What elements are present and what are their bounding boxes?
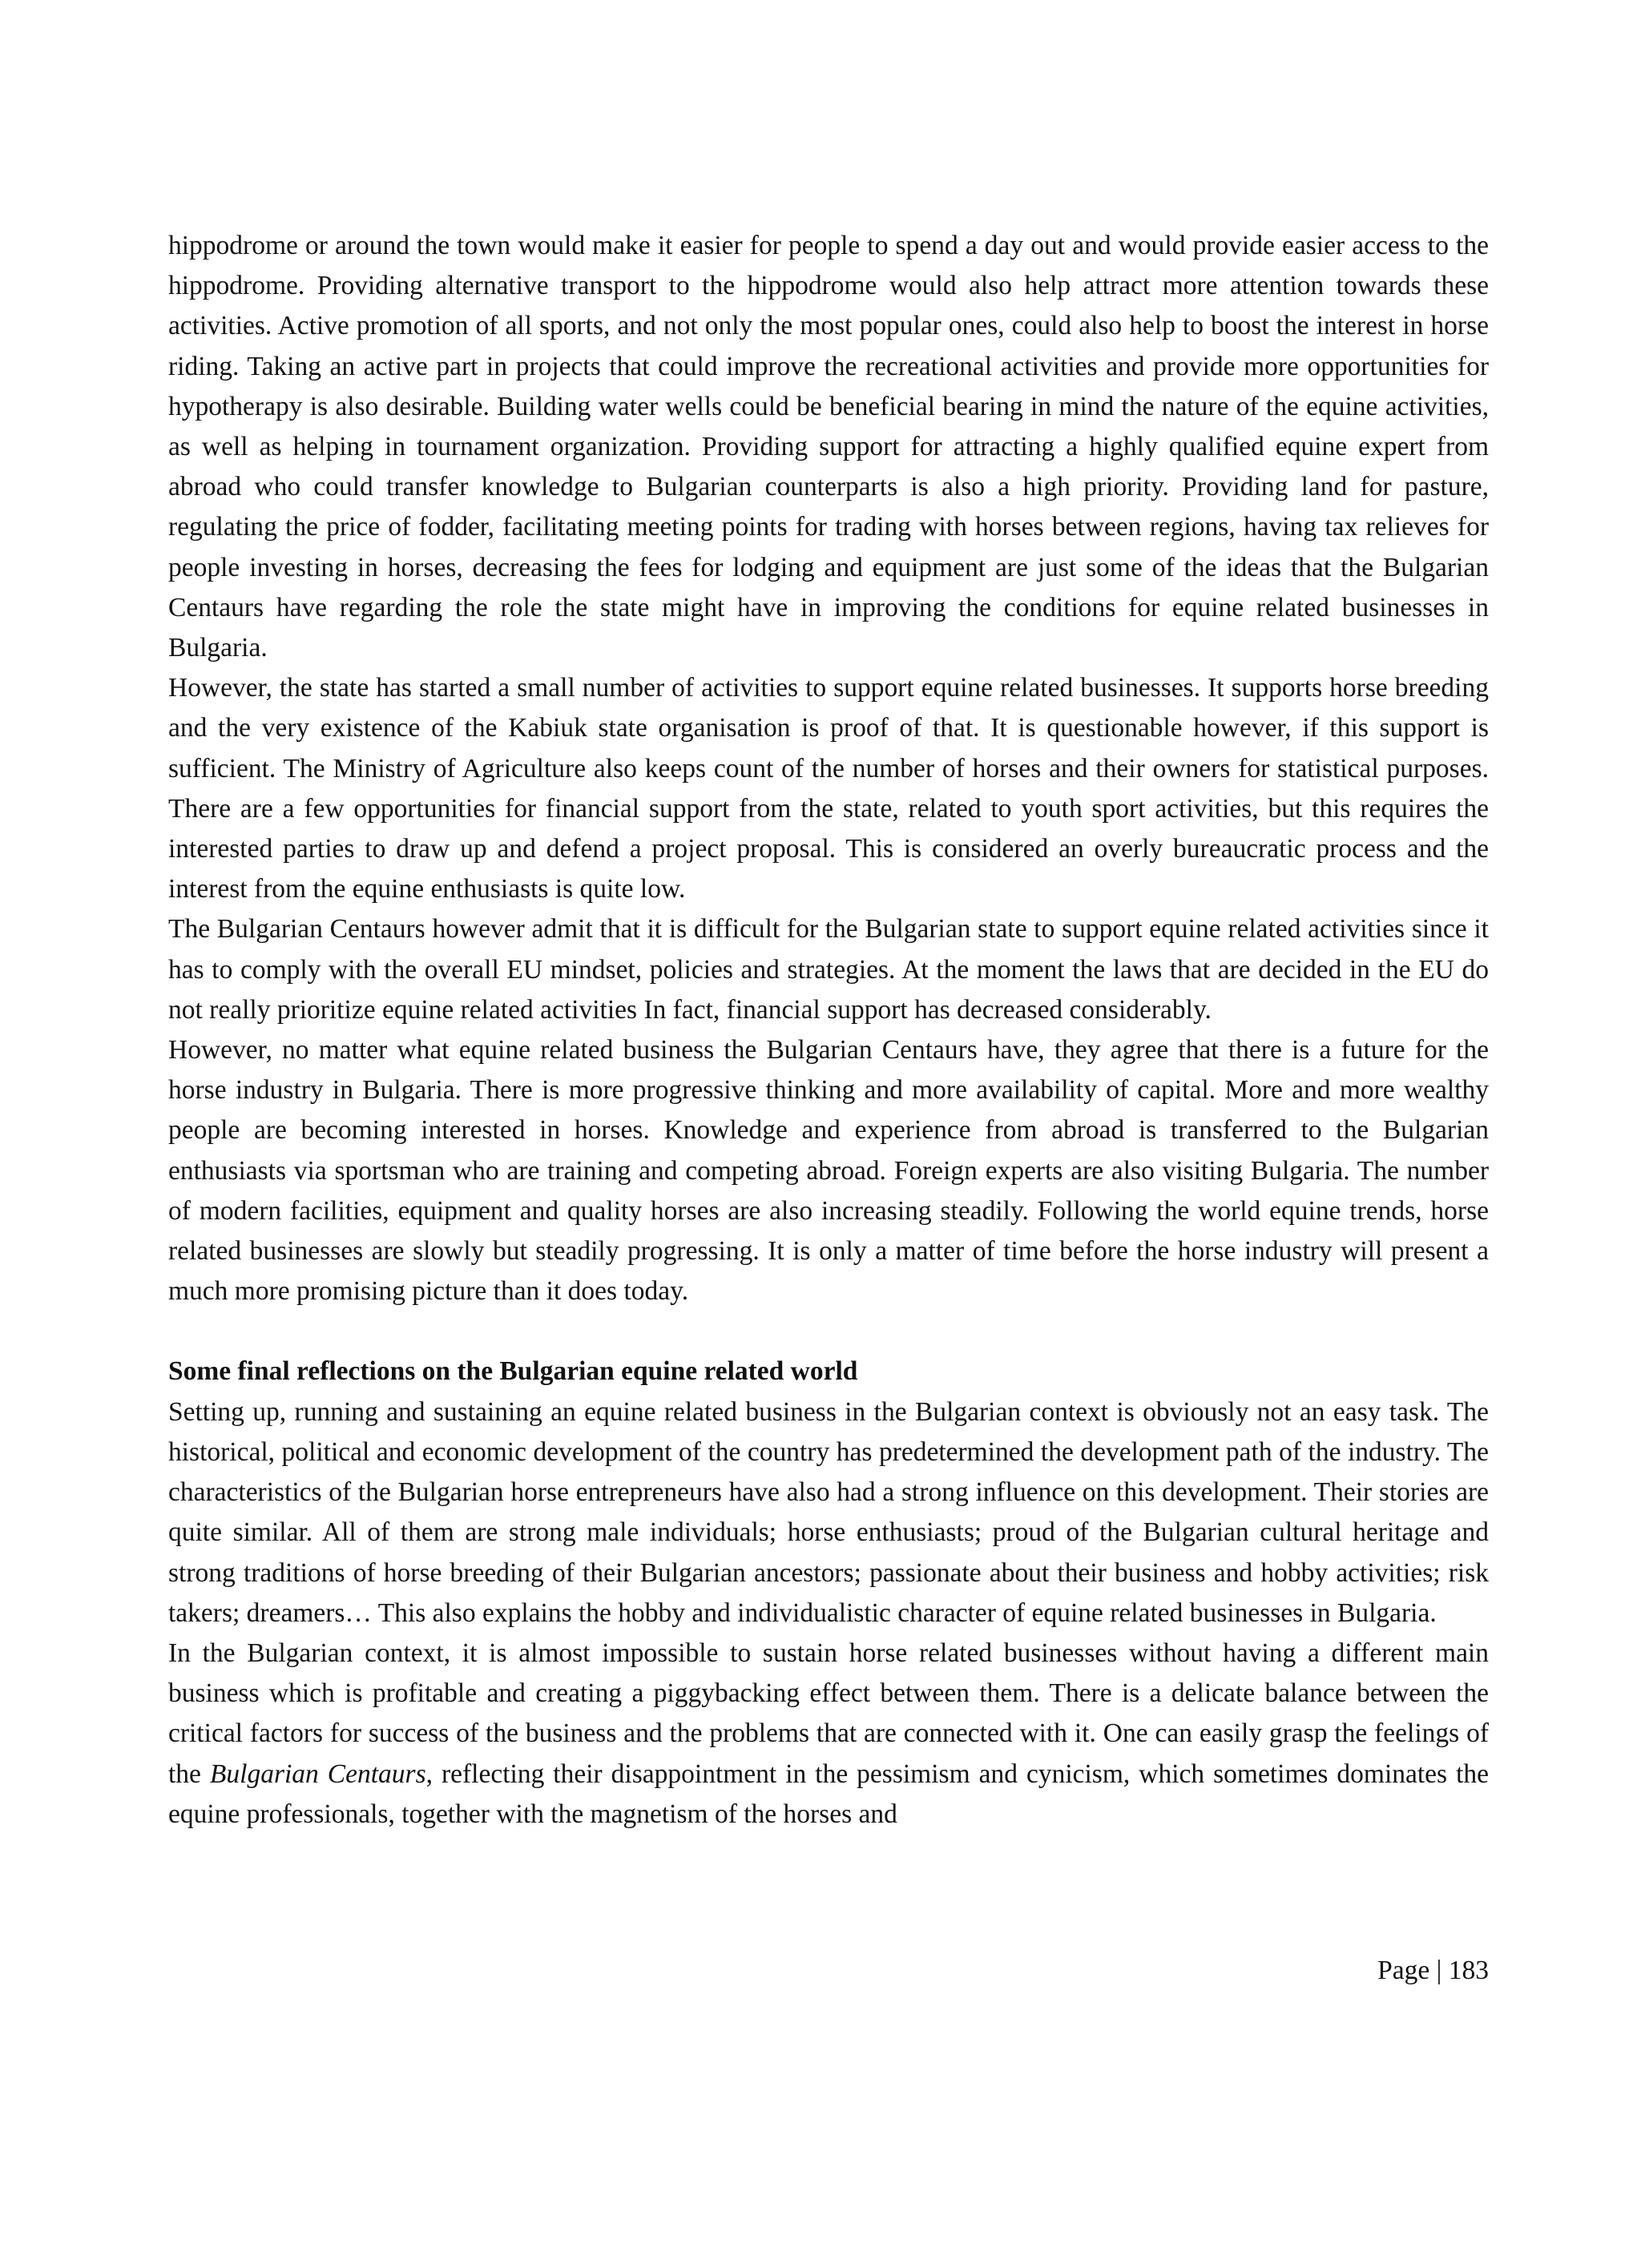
paragraph-text: In the Bulgarian context, it is almost impossible to sustain horse related businesses without having a different main business which is profitable and creating a piggybacking effect between them. There is a delicate balance between the critical factors for success of the business and the problems that are connected with it. One can easily grasp the feelings of the [168, 1638, 1489, 1789]
paragraph-text: , reflecting their disappointment in the pessimism and cynicism, which sometimes dominates the equine professionals, together with the magnetism of the horses and [168, 1758, 1489, 1829]
paragraph-eu-policies: The Bulgarian Centaurs however admit that it is difficult for the Bulgarian state to support equine related activities since it has to comply with the overall EU mindset, policies and strategies. At the moment the laws that are decided in the EU do not really prioritize equine related activities In fact, financial support has decreased considerably. [168, 914, 1489, 1025]
body-text [168, 226, 1489, 1835]
paragraph-state-support-ideas: hippodrome or around the town would make it easier for people to spend a day out and would provide easier access to the hippodrome. Providing alternative transport to the hippodrome would also help attract more attention towards these activities. Active promotion of all sports, and not only the most popular ones, could also help to boost the interest in horse riding. Taking an active part in projects that could improve the recreational activities and provide more opportunities for hypotherapy is also desirable. Building water wells could be beneficial bearing in mind the nature of the equine activities, as well as helping in tournament organization. Providing support for attracting a highly qualified equine expert from abroad who could transfer knowledge to Bulgarian counterparts is also a high priority. Providing land for pasture, regulating the price of fodder, facilitating meeting points for trading with horses between regions, having tax relieves for people investing in horses, decreasing the fees for lodging and equipment are just some of the ideas that the Bulgarian Centaurs have regarding the role the state might have in improving the conditions for equine related businesses in Bulgaria. [168, 231, 1489, 663]
paragraph-final-reflections-2 [168, 1634, 1489, 1835]
page-number: Page | 183 [1377, 1956, 1489, 1985]
emphasized-term: Bulgarian Centaurs [209, 1758, 426, 1789]
paragraph-final-reflections-1: Setting up, running and sustaining an equine related business in the Bulgarian context is obviously not an easy task. The historical, political and economic development of the country has predetermined the development path of the industry. The characteristics of the Bulgarian horse entrepreneurs have also had a strong influence on this development. Their stories are quite similar. All of them are strong male individuals; horse enthusiasts; proud of the Bulgarian cultural heritage and strong traditions of horse breeding of their Bulgarian ancestors; passionate about their business and hobby activities; risk takers; dreamers… This also explains the hobby and individualistic character of equine related businesses in Bulgaria. [168, 1396, 1489, 1628]
paragraph-state-activities: However, the state has started a small number of activities to support equine related businesses. It supports horse breeding and the very existence of the Kabiuk state organisation is proof of that. It is questionable however, if this support is sufficient. The Ministry of Agriculture also keeps count of the number of horses and their owners for statistical purposes. There are a few opportunities for financial support from the state, related to youth sport activities, but this requires the interested parties to draw up and defend a project proposal. This is considered an overly bureaucratic process and the interest from the equine enthusiasts is quite low. [168, 673, 1489, 904]
section-heading: Some final reflections on the Bulgarian equine related world [168, 1356, 858, 1387]
paragraph-industry-future: However, no matter what equine related business the Bulgarian Centaurs have, they agree that there is a future for the horse industry in Bulgaria. There is more progressive thinking and more availability of capital. More and more wealthy people are becoming interested in horses. Knowledge and experience from abroad is transferred to the Bulgarian enthusiasts via sportsman who are training and competing abroad. Foreign experts are also visiting Bulgaria. The number of modern facilities, equipment and quality horses are also increasing steadily. Following the world equine trends, horse related businesses are slowly but steadily progressing. It is only a matter of time before the horse industry will present a much more promising picture than it does today. [168, 1035, 1489, 1307]
